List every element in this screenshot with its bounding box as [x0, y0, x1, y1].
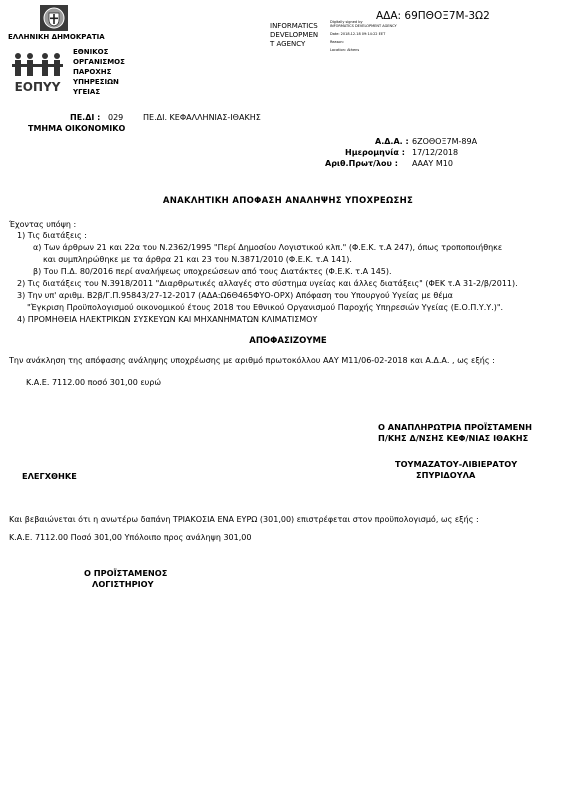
document-title: ΑΝΑΚΛΗΤΙΚΗ ΑΠΟΦΑΣΗ ΑΝΑΛΗΨΗΣ ΥΠΟΧΡΕΩΣΗΣ	[162, 196, 414, 206]
stamp-line: INFORMATICS	[270, 22, 318, 30]
digital-stamp	[270, 22, 318, 49]
department: ΤΜΗΜΑ ΟΙΚΟΝΟΜΙΚΟ	[28, 124, 126, 133]
certify-line-2: Κ.Α.Ε. 7112.00 Ποσό 301,00 Υπόλοιπο προς ανάληψη 301,00	[9, 533, 252, 542]
para-1a-line1: α) Των άρθρων 21 και 22α του Ν.2362/1995 "Περί Δημοσίου Λογιστικού κλπ." (Φ.Ε.Κ. τ.Α 247), όπως τροποποιήθηκε	[33, 243, 503, 252]
org-name-block	[73, 47, 125, 97]
unit-name: ΠΕ.ΔΙ. ΚΕΦΑΛΛΗΝΙΑΣ-ΙΘΑΚΗΣ	[143, 113, 261, 122]
protocol-label: Αριθ.Πρωτ/λου :	[325, 159, 398, 168]
ada-top: ΑΔΑ: 69ΠΘΟΞ7Μ-3Ω2	[376, 10, 490, 22]
para-1b: β) Του Π.Δ. 80/2016 περί αναλήψεως υποχρεώσεων από τους Διατάκτες (Φ.Ε.Κ. τ.Α 145).	[33, 267, 392, 276]
ada-label: Α.Δ.Α. :	[375, 137, 409, 146]
stamp-detail: Location: Athens	[330, 48, 360, 52]
para-1: 1) Τις διατάξεις :	[17, 231, 87, 240]
signature-name-1: ΤΟΥΜΑΖΑΤΟΥ-ΛΙΒΙΕΡΑΤΟΥ	[395, 459, 518, 469]
republic-label: ΕΛΛΗΝΙΚΗ ΔΗΜΟΚΡΑΤΙΑ	[8, 33, 105, 41]
considering: Έχοντας υπόψη :	[9, 220, 77, 229]
signature-role-2: Π/ΚΗΣ Δ/ΝΣΗΣ ΚΕΦ/ΝΙΑΣ ΙΘΑΚΗΣ	[378, 433, 529, 443]
signature-name-2: ΣΠΥΡΙΔΟΥΛΑ	[416, 470, 476, 480]
eopyy-logo-icon	[10, 50, 65, 94]
org-line: ΟΡΓΑΝΙΣΜΟΣ	[73, 58, 125, 66]
stamp-detail: Reason:	[330, 40, 344, 44]
stamp-detail: INFORMATICS DEVELOPMENT AGENCY	[330, 24, 397, 28]
para-3-line1: 3) Την υπ' αριθμ. Β2β/Γ.Π.95843/27-12-2017 (ΑΔΑ:Ω6Θ465ΦΥΟ-ΟΡΧ) Απόφαση του Υπουργού Υγείας με θέμα	[17, 291, 453, 300]
org-line: ΠΑΡΟΧΗΣ	[73, 68, 112, 76]
stamp-line: DEVELOPMEN	[270, 31, 319, 39]
org-line: ΕΘΝΙΚΟΣ	[73, 48, 109, 56]
stamp-line: T AGENCY	[270, 40, 306, 48]
org-line: ΥΓΕΙΑΣ	[73, 88, 101, 96]
decision-heading: ΑΠΟΦΑΣΙΖΟΥΜΕ	[249, 336, 327, 346]
accounting-head-2: ΛΟΓΙΣΤΗΡΙΟΥ	[92, 579, 154, 589]
protocol-value: ΑΑΑΥ Μ10	[412, 159, 453, 168]
certify-line-1: Και βεβαιώνεται ότι η ανωτέρω δαπάνη ΤΡΙΑΚΟΣΙΑ ΕΝΑ ΕΥΡΩ (301,00) επιστρέφεται στον προϋπολογισμό, ως εξής :	[9, 515, 479, 524]
coat-of-arms-icon	[40, 5, 68, 31]
org-line: ΥΠΗΡΕΣΙΩΝ	[73, 78, 119, 86]
checked-label: ΕΛΕΓΧΘΗΚΕ	[22, 471, 77, 481]
para-1a-line2: και συμπληρώθηκε με τα άρθρα 21 και 23 του Ν.3871/2010 (Φ.Ε.Κ. τ.Α 141).	[43, 255, 352, 264]
date-label: Ημερομηνία :	[345, 148, 405, 157]
unit-code-label: ΠΕ.ΔΙ :	[70, 113, 101, 122]
svg-text:ΕΟΠΥΥ: ΕΟΠΥΥ	[14, 80, 61, 94]
para-2: 2) Τις διατάξεις του Ν.3918/2011 "Διαρθρωτικές αλλαγές στο σύστημα υγείας και άλλες διατάξεις" (ΦΕΚ τ.Α 31-2/β/2011).	[17, 279, 518, 288]
accounting-head-1: Ο ΠΡΟΪΣΤΑΜΕΝΟΣ	[84, 568, 168, 578]
para-3-line2: "Έγκριση Προϋπολογισμού οικονομικού έτους 2018 του Εθνικού Οργανισμού Παροχής Υπηρεσιών Υγείας (Ε.Ο.Π.Υ.Υ.)".	[27, 303, 504, 312]
ada-value: 6ΖΟΘΟΞ7Μ-89Α	[412, 137, 478, 146]
date-value: 17/12/2018	[412, 148, 459, 157]
signature-role-1: Ο ΑΝΑΠΛΗΡΩΤΡΙΑ ΠΡΟΪΣΤΑΜΕΝΗ	[378, 422, 532, 432]
unit-code: 029	[108, 113, 124, 122]
kae-line: Κ.Α.Ε. 7112.00 ποσό 301,00 ευρώ	[26, 378, 162, 387]
revocation-text: Την ανάκληση της απόφασης ανάληψης υποχρέωσης με αριθμό πρωτοκόλλου ΑΑΥ Μ11/06-02-2018 και Α.Δ.Α. , ως εξής :	[9, 356, 495, 365]
stamp-detail: Digitally signed by	[330, 20, 363, 24]
stamp-detail: Date: 2018.12.18 09:14:22 EET	[330, 32, 386, 36]
para-4: 4) ΠΡΟΜΗΘΕΙΑ ΗΛΕΚΤΡΙΚΩΝ ΣΥΣΚΕΥΩΝ ΚΑΙ ΜΗΧΑΝΗΜΑΤΩΝ ΚΛΙΜΑΤΙΣΜΟΥ	[17, 315, 318, 324]
